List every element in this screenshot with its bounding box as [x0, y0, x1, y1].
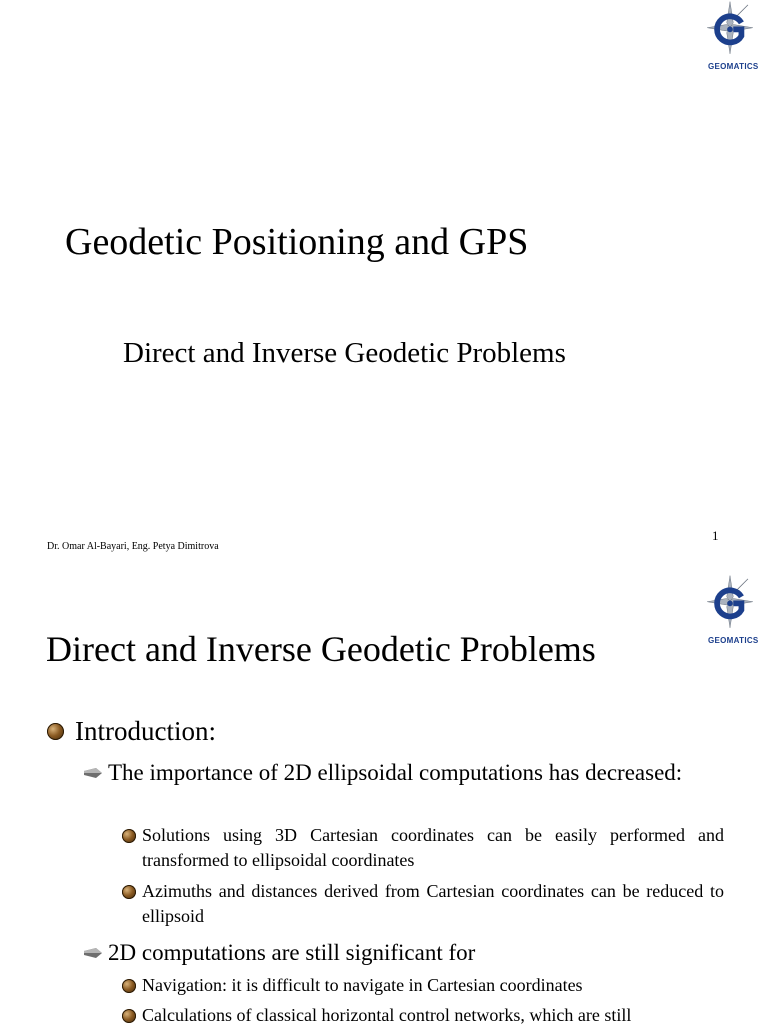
arrow-bullet-icon: [84, 948, 102, 958]
bullet-azimuths-distances: [122, 879, 724, 929]
geomatics-logo: [698, 0, 762, 76]
ball-bullet-icon: [122, 829, 136, 843]
bullet-text: Navigation: it is difficult to navigate in Cartesian coordinates: [142, 975, 583, 995]
content-slide: [0, 566, 768, 1024]
bullet-calculations: [122, 1003, 724, 1024]
bullet-solutions-3d: [122, 823, 724, 873]
bullet-text: Calculations of classical horizontal control networks, which are still: [142, 1005, 632, 1024]
compass-g-icon: [698, 574, 762, 636]
compass-g-icon: [698, 0, 762, 62]
logo-wordmark: GEOMATICS: [708, 62, 759, 71]
slide-subtitle: Direct and Inverse Geodetic Problems: [123, 337, 566, 369]
bullet-text: The importance of 2D ellipsoidal computations has decreased:: [108, 760, 683, 785]
ball-bullet-icon: [122, 885, 136, 899]
geomatics-logo: [698, 574, 762, 650]
bullet-importance-decreased: [84, 758, 724, 787]
slide-footer-authors: Dr. Omar Al-Bayari, Eng. Petya Dimitrova: [47, 541, 219, 552]
arrow-bullet-icon: [84, 768, 102, 778]
bullet-2d-still-significant: [84, 938, 724, 967]
ball-bullet-icon: [122, 979, 136, 993]
bullet-text: Solutions using 3D Cartesian coordinates can be easily performed and transformed to ellipsoidal coordinates: [142, 825, 724, 870]
slide-title: Direct and Inverse Geodetic Problems: [46, 629, 596, 669]
slide-title: Geodetic Positioning and GPS: [65, 221, 529, 263]
bullet-text: 2D computations are still significant for: [108, 940, 476, 965]
bullet-text: Azimuths and distances derived from Cartesian coordinates can be reduced to ellipsoid: [142, 881, 724, 926]
slide-page-number: 1: [712, 528, 719, 543]
bullet-navigation: [122, 973, 724, 998]
bullet-text: Introduction:: [75, 716, 216, 746]
logo-wordmark: GEOMATICS: [708, 636, 759, 645]
ball-bullet-icon: [47, 723, 64, 740]
ball-bullet-icon: [122, 1009, 136, 1023]
